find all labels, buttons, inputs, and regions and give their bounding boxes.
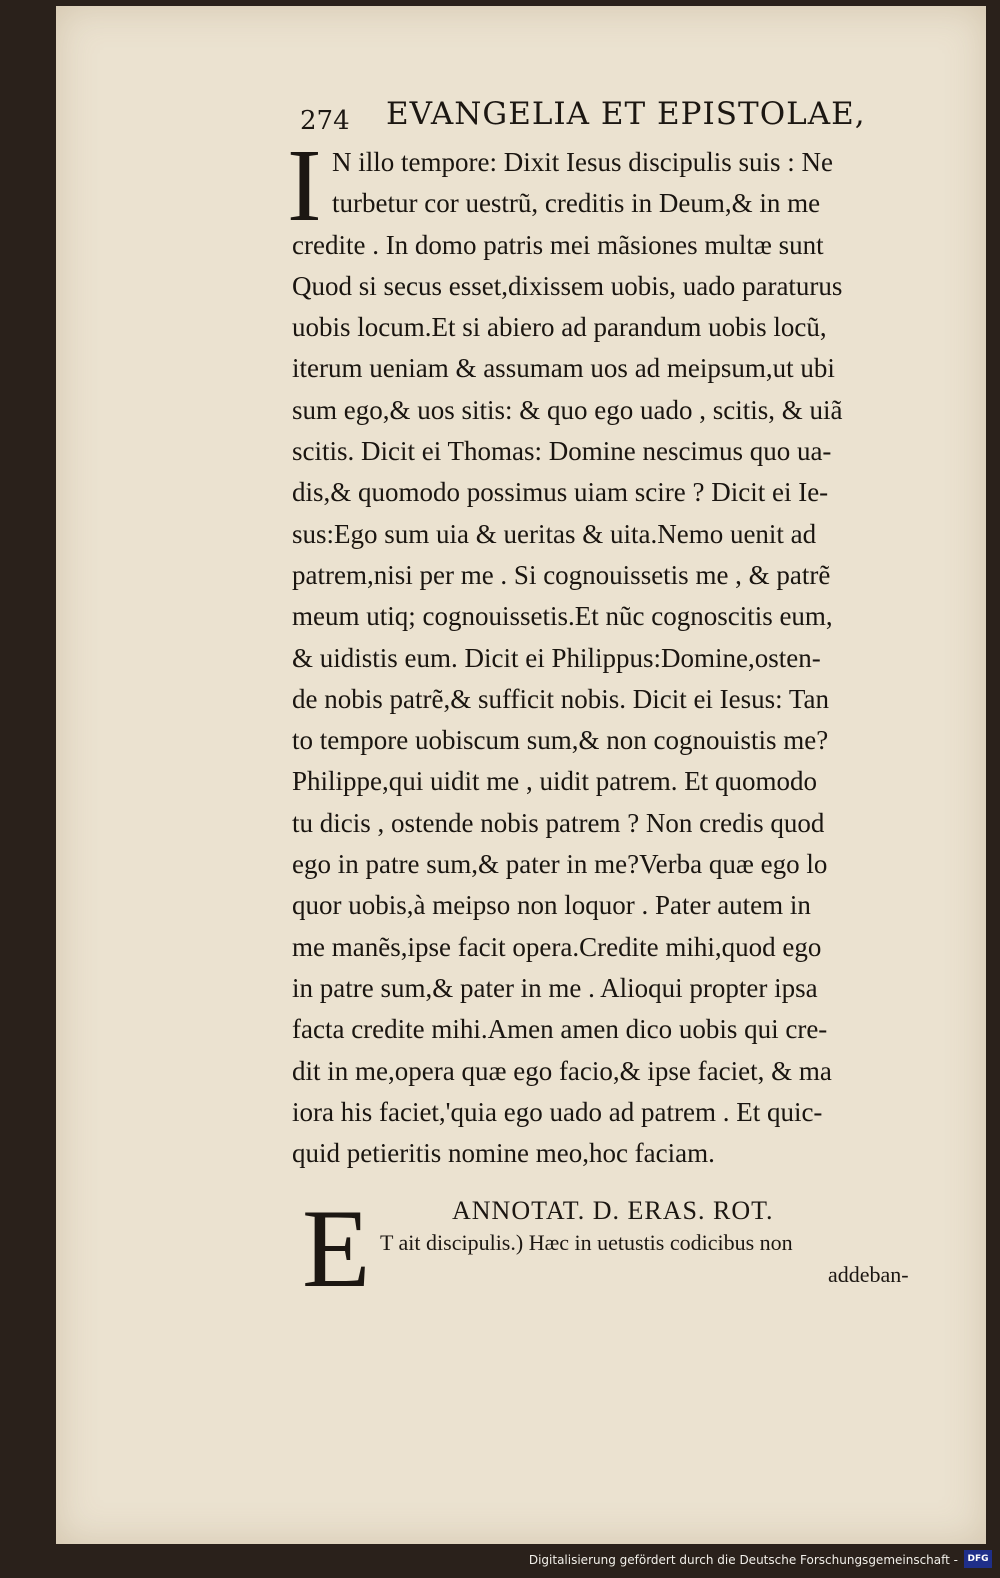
text-line: dit in me,opera quæ ego facio,& ipse faciet, & ma xyxy=(292,1055,832,1086)
text-line: credite . In domo patris mei mãsiones multæ sunt xyxy=(292,229,824,260)
text-line: dis,& quomodo possimus uiam scire ? Dicit ei Ie- xyxy=(292,477,829,508)
funding-notice: Digitalisierung gefördert durch die Deutsche Forschungsgemeinschaft - xyxy=(528,1553,958,1567)
text-line: de nobis patrẽ,& sufficit nobis. Dicit ei Iesus: Tan xyxy=(292,683,830,714)
page-number: 274 xyxy=(300,106,350,136)
annotation-text-line: addeban- xyxy=(828,1262,909,1287)
text-line: me manẽs,ipse facit opera.Credite mihi,quod ego xyxy=(292,931,822,962)
text-line: tu dicis , ostende nobis patrem ? Non credis quod xyxy=(292,807,825,838)
dfg-logo-icon: DFG xyxy=(964,1550,992,1568)
text-line: ego in patre sum,& pater in me?Verba quæ ego lo xyxy=(292,849,828,880)
text-line: quor uobis,à meipso non loquor . Pater autem in xyxy=(292,890,811,921)
text-line: Quod si secus esset,dixissem uobis, uado paraturus xyxy=(292,270,843,301)
text-line: quid petieritis nomine meo,hoc faciam. xyxy=(292,1138,715,1169)
text-line: iterum ueniam & assumam uos ad meipsum,ut ubi xyxy=(292,353,835,384)
annotation-text-line: T ait discipulis.) Hæc in uetustis codicibus non xyxy=(380,1230,793,1255)
text-line: sum ego,& uos sitis: & quo ego uado , scitis, & uiã xyxy=(292,394,843,425)
text-line: Philippe,qui uidit me , uidit patrem. Et quomodo xyxy=(292,766,817,797)
text-line: scitis. Dicit ei Thomas: Domine nescimus quo ua- xyxy=(292,436,832,467)
running-title: EVANGELIA ET EPISTOLAE, xyxy=(386,96,866,132)
page-header xyxy=(300,96,940,140)
text-line: patrem,nisi per me . Si cognouissetis me , & patrẽ xyxy=(292,559,831,590)
text-line: in patre sum,& pater in me . Alioqui propter ipsa xyxy=(292,972,818,1003)
text-line: & uidistis eum. Dicit ei Philippus:Domine,osten- xyxy=(292,642,821,673)
text-line: meum utiq; cognouissetis.Et nũc cognoscitis eum, xyxy=(292,601,833,632)
text-line: facta credite mihi.Amen amen dico uobis qui cre- xyxy=(292,1014,828,1045)
gospel-text xyxy=(292,142,942,1174)
annotation-drop-cap: E xyxy=(302,1200,371,1298)
text-line: iora his faciet,'quia ego uado ad patrem . Et quic- xyxy=(292,1096,823,1127)
drop-cap-initial: I xyxy=(287,140,322,232)
annotation-title: ANNOTAT. D. ERAS. ROT. xyxy=(452,1196,774,1225)
text-line: uobis locum.Et si abiero ad parandum uobis locũ, xyxy=(292,312,827,343)
text-line: turbetur cor uestrũ, creditis in Deum,& in me xyxy=(332,188,821,219)
text-line: N illo tempore: Dixit Iesus discipulis suis : Ne xyxy=(332,147,833,177)
text-line: sus:Ego sum uia & ueritas & uita.Nemo uenit ad xyxy=(292,518,817,549)
text-line: to tempore uobiscum sum,& non cognouistis me? xyxy=(292,725,829,756)
